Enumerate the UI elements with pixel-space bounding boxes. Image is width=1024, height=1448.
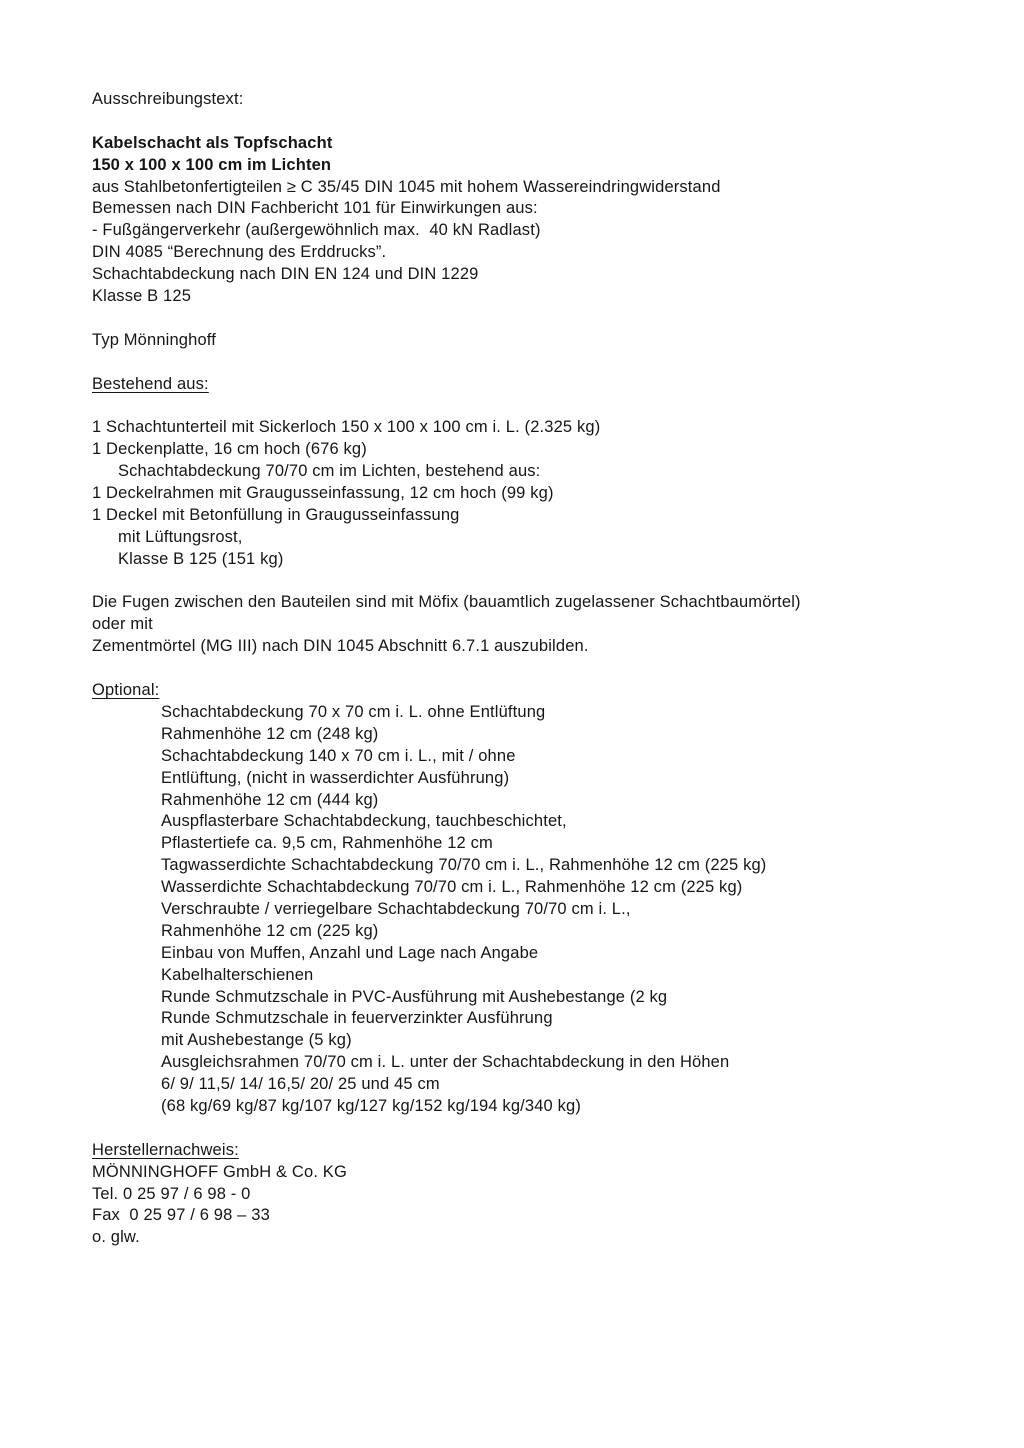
optional-item: Rahmenhöhe 12 cm (248 kg) — [161, 724, 379, 743]
section-bestehend-aus: Bestehend aus: — [92, 374, 209, 393]
blank-line — [92, 308, 984, 330]
list-item-continuation: Klasse B 125 (151 kg) — [118, 549, 284, 568]
phone-line: Tel. 0 25 97 / 6 98 - 0 — [92, 1184, 251, 1203]
doc-subtitle: 150 x 100 x 100 cm im Lichten — [92, 155, 332, 174]
manufacturer-line: MÖNNINGHOFF GmbH & Co. KG — [92, 1162, 347, 1181]
section-herstellernachweis: Herstellernachweis: — [92, 1140, 239, 1159]
optional-item: Tagwasserdichte Schachtabdeckung 70/70 cm i. L., Rahmenhöhe 12 cm (225 kg) — [161, 856, 767, 875]
blank-line — [92, 111, 984, 133]
optional-item: 6/ 9/ 11,5/ 14/ 16,5/ 20/ 25 und 45 cm — [161, 1075, 440, 1094]
optional-item: Auspflasterbare Schachtabdeckung, tauchbeschichtet, — [161, 812, 567, 831]
fax-line: Fax 0 25 97 / 6 98 – 33 — [92, 1206, 270, 1225]
optional-item: Kabelhalterschienen — [161, 965, 314, 984]
text-line: Zementmörtel (MG III) nach DIN 1045 Abschnitt 6.7.1 auszubilden. — [92, 637, 589, 656]
blank-line — [92, 658, 984, 680]
blank-line — [92, 571, 984, 593]
equivalence-line: o. glw. — [92, 1228, 140, 1247]
blank-line — [92, 352, 984, 374]
type-line: Typ Mönninghoff — [92, 330, 216, 349]
optional-item: Runde Schmutzschale in PVC-Ausführung mit Aushebestange (2 kg — [161, 987, 668, 1006]
optional-item: Runde Schmutzschale in feuerverzinkter Ausführung — [161, 1009, 553, 1028]
optional-item: Verschraubte / verriegelbare Schachtabdeckung 70/70 cm i. L., — [161, 899, 631, 918]
optional-item: Schachtabdeckung 140 x 70 cm i. L., mit / ohne — [161, 746, 516, 765]
text-line: oder mit — [92, 615, 153, 634]
text-line: Bemessen nach DIN Fachbericht 101 für Einwirkungen aus: — [92, 199, 538, 218]
optional-item: (68 kg/69 kg/87 kg/107 kg/127 kg/152 kg/194 kg/340 kg) — [161, 1096, 581, 1115]
optional-item: Schachtabdeckung 70 x 70 cm i. L. ohne Entlüftung — [161, 702, 546, 721]
optional-item: Einbau von Muffen, Anzahl und Lage nach Angabe — [161, 943, 539, 962]
optional-item: Rahmenhöhe 12 cm (444 kg) — [161, 790, 379, 809]
section-optional: Optional: — [92, 681, 160, 700]
document-body — [92, 89, 984, 1249]
optional-item: Entlüftung, (nicht in wasserdichter Ausführung) — [161, 768, 510, 787]
optional-item: Ausgleichsrahmen 70/70 cm i. L. unter der Schachtabdeckung in den Höhen — [161, 1053, 730, 1072]
text-line: Klasse B 125 — [92, 287, 192, 306]
list-item: 1 Schachtunterteil mit Sickerloch 150 x 100 x 100 cm i. L. (2.325 kg) — [92, 418, 601, 437]
optional-item: Wasserdichte Schachtabdeckung 70/70 cm i. L., Rahmenhöhe 12 cm (225 kg) — [161, 878, 743, 897]
text-line: DIN 4085 “Berechnung des Erddrucks”. — [92, 243, 387, 262]
text-line: aus Stahlbetonfertigteilen ≥ C 35/45 DIN 1045 mit hohem Wassereindringwiderstand — [92, 177, 721, 196]
blank-line — [92, 1118, 984, 1140]
blank-line — [92, 395, 984, 417]
text-line: - Fußgängerverkehr (außergewöhnlich max. 40 kN Radlast) — [92, 221, 541, 240]
text-line: Die Fugen zwischen den Bauteilen sind mit Möfix (bauamtlich zugelassener Schachtbaumörtel) — [92, 593, 801, 612]
doc-header: Ausschreibungstext: — [92, 90, 244, 108]
list-item: 1 Deckelrahmen mit Graugusseinfassung, 12 cm hoch (99 kg) — [92, 484, 554, 503]
text-line: Schachtabdeckung nach DIN EN 124 und DIN 1229 — [92, 265, 479, 284]
list-item-continuation: Schachtabdeckung 70/70 cm im Lichten, bestehend aus: — [118, 462, 541, 481]
list-item: 1 Deckenplatte, 16 cm hoch (676 kg) — [92, 440, 367, 459]
optional-item: mit Aushebestange (5 kg) — [161, 1031, 352, 1050]
list-item: 1 Deckel mit Betonfüllung in Graugusseinfassung — [92, 505, 460, 524]
optional-item: Pflastertiefe ca. 9,5 cm, Rahmenhöhe 12 cm — [161, 834, 493, 853]
list-item-continuation: mit Lüftungsrost, — [118, 527, 243, 546]
optional-item: Rahmenhöhe 12 cm (225 kg) — [161, 921, 379, 940]
doc-title: Kabelschacht als Topfschacht — [92, 133, 333, 152]
